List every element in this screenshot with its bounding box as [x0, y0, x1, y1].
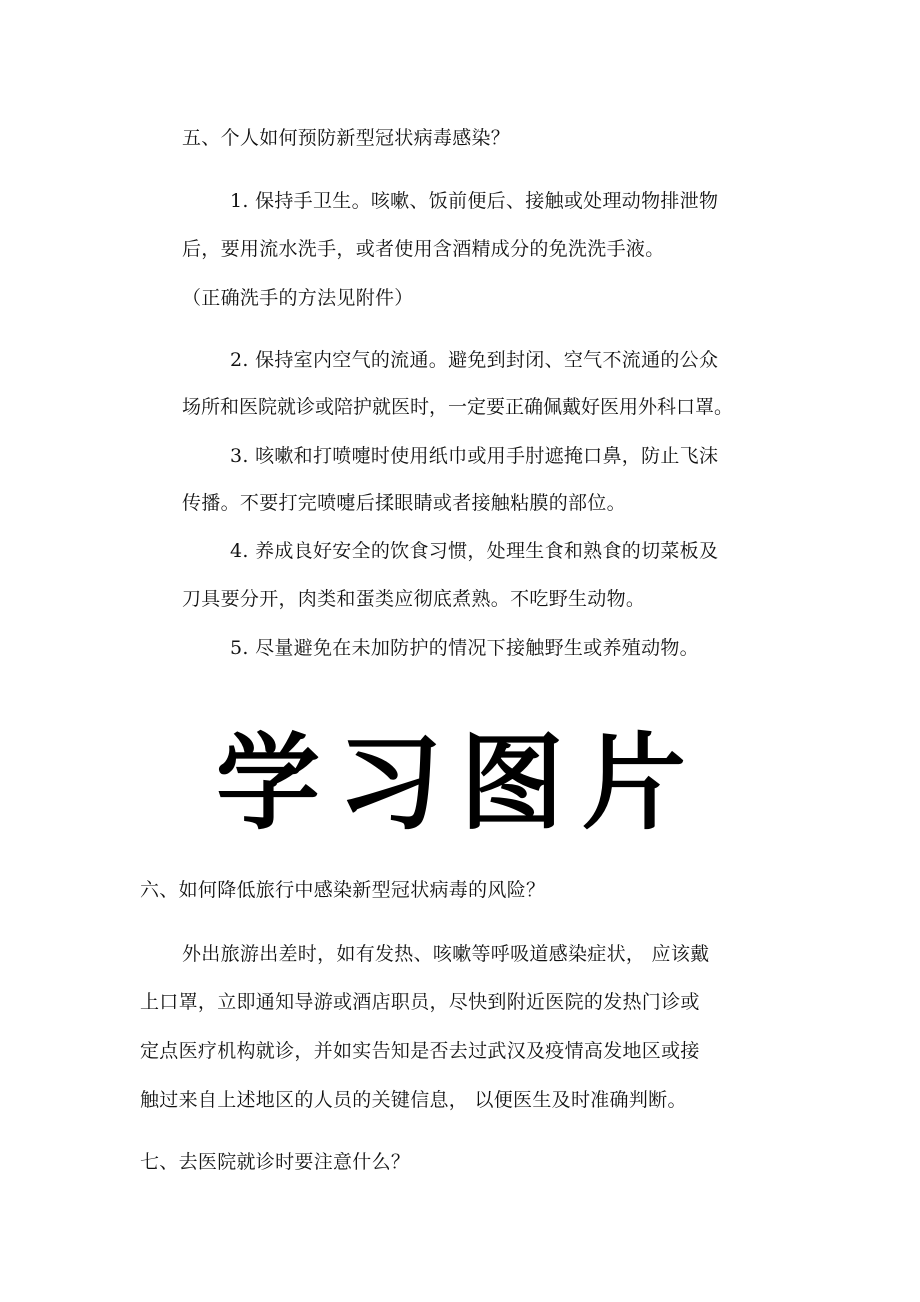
section-7-heading: 七、去医院就诊时要注意什么？	[140, 1151, 411, 1173]
section-6-line-2: 上口罩，立即通知导游或酒店职员，尽快到附近医院的发热门诊或	[140, 991, 700, 1013]
item-3-line-1: 3. 咳嗽和打喷嚏时使用纸巾或用手肘遮掩口鼻，防止飞沫	[230, 445, 719, 467]
section-6-line-3: 定点医疗机构就诊，并如实告知是否去过武汉及疫情高发地区或接	[140, 1040, 700, 1062]
item-1-line-1: 1. 保持手卫生。咳嗽、饭前便后、接触或处理动物排泄物	[230, 190, 719, 212]
item-3-line-2: 传播。不要打完喷嚏后揉眼睛或者接触粘膜的部位。	[182, 492, 626, 514]
item-2-line-2: 场所和医院就诊或陪护就医时，一定要正确佩戴好医用外科口罩。	[182, 396, 734, 418]
item-4-line-1: 4. 养成良好安全的饮食习惯，处理生食和熟食的切菜板及	[230, 540, 719, 562]
item-5-line-1: 5. 尽量避免在未加防护的情况下接触野生或养殖动物。	[230, 637, 699, 659]
item-2-line-1: 2. 保持室内空气的流通。避免到封闭、空气不流通的公众	[230, 349, 719, 371]
item-1-note: （正确洗手的方法见附件）	[182, 287, 414, 309]
item-1-line-2: 后，要用流水洗手，或者使用含酒精成分的免洗洗手液。	[182, 238, 665, 260]
section-6-heading: 六、如何降低旅行中感染新型冠状病毒的风险？	[140, 879, 546, 901]
section-5-heading: 五、个人如何预防新型冠状病毒感染？	[182, 127, 511, 149]
study-pictures-banner: 学习图片	[215, 721, 704, 844]
section-6-line-1: 外出旅游出差时，如有发热、咳嗽等呼吸道感染症状， 应该戴	[182, 943, 710, 965]
section-6-line-4: 触过来自上述地区的人员的关键信息， 以便医生及时准确判断。	[140, 1089, 687, 1111]
item-4-line-2: 刀具要分开，肉类和蛋类应彻底煮熟。不吃野生动物。	[182, 588, 646, 610]
